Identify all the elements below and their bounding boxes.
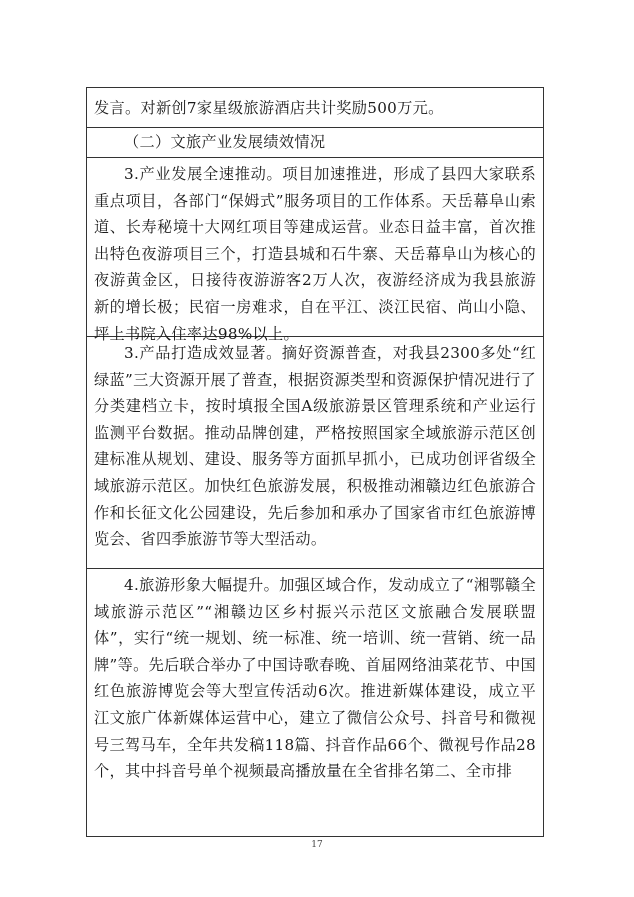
paragraph-products: 3.产品打造成效显著。摘好资源普查，对我县2300多处“红绿蓝”三大资源开展了普查，根据资源类型和资源保护情况进行了分类建档立卡，按时填报全国A级旅游景区管理系统和产业运行监测平台数据。推动品牌创建，严格按照国家全域旅游示范区创建标准从规划、建设、服务等方面抓早抓小，已成功创评省级全域旅游示范区。加快红色旅游发展，积极推动湘赣边红色旅游合作和长征文化公园建设，先后参加和承办了国家省市红色旅游博览会、省四季旅游节等大型活动。 [94,344,536,549]
section-title: （二）文旅产业发展绩效情况 [124,133,326,151]
paragraph-image: 4.旅游形象大幅提升。加强区域合作，发动成立了“湘鄂赣全域旅游示范区”“湘赣边区乡村振兴示范区文旅融合发展联盟体”，实行“统一规划、统一标准、统一培训、统一营销、统一品牌”等。先后联合举办了中国诗歌春晚、首届网络油菜花节、中国红色旅游博览会等大型宣传活动6次。推进新媒体建设，成立平江文旅广体新媒体运营中心，建立了微信公众号、抖音号和微视号三驾马车，全年共发稿118篇、抖音作品66个、微视号作品28个，其中抖音号单个视频最高播放量在全省排名第二、全市排 [94,576,536,781]
paragraph-industry: 3.产业发展全速推动。项目加速推进，形成了县四大家联系重点项目，各部门“保姆式”服务项目的工作体系。天岳幕阜山索道、长寿秘境十大网红项目等建成运营。业态日益丰富，首次推出特色夜游项目三个，打造县城和石牛寨、天岳幕阜山为核心的夜游黄金区，日接待夜游游客2万人次，夜游经济成为我县旅游新的增长极；民宿一房难求，自在平江、淡江民宿、尚山小隐、坪上书院入住率达98%以上。 [94,165,536,343]
intro-line: 发言。对新创7家星级旅游酒店共计奖励500万元。 [94,99,444,117]
paragraph-block-2 [94,336,536,568]
document-body [94,95,536,828]
paragraph-block-3 [94,568,536,828]
paragraph-block-1 [94,157,536,343]
page-number: 17 [311,840,323,850]
